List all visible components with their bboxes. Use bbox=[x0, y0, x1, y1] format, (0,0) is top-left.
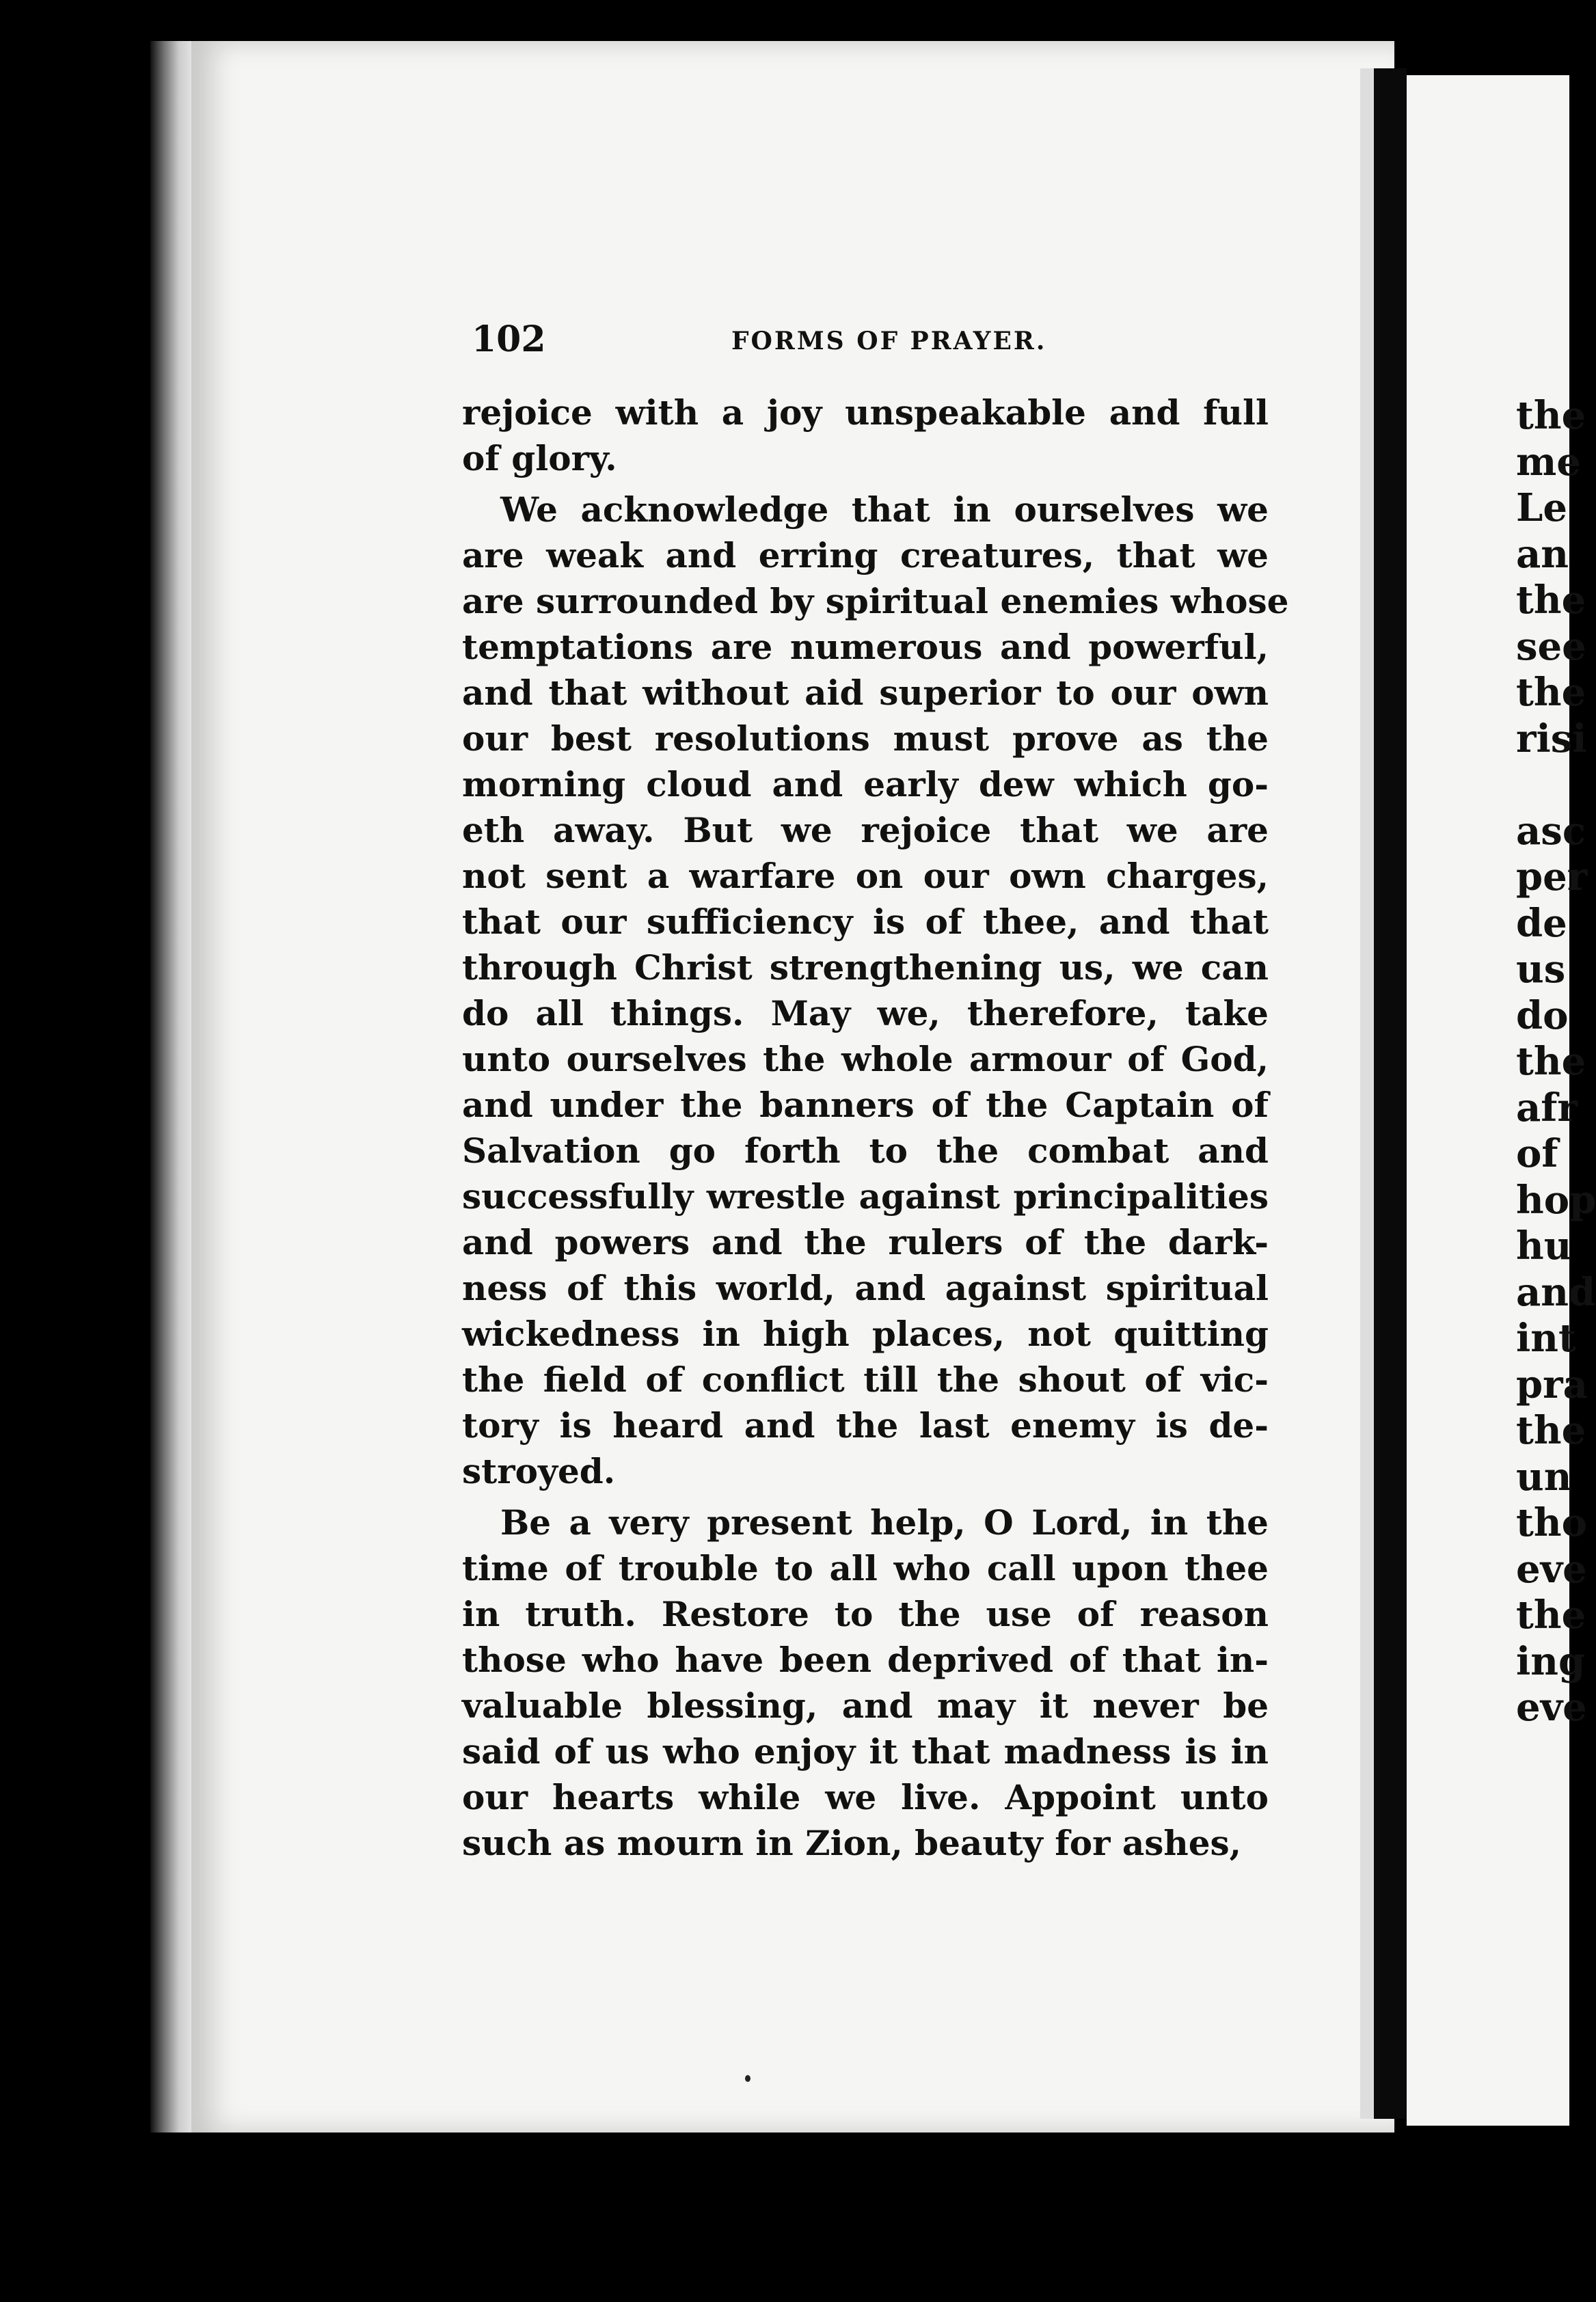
facing-page-fragment: un bbox=[1516, 1454, 1572, 1500]
paragraph bbox=[462, 1500, 1269, 1866]
text-line: ness of this world, and against spiritual bbox=[462, 1268, 1269, 1308]
facing-page-fragment: Le bbox=[1516, 485, 1568, 530]
text-line: and that without aid superior to our own bbox=[462, 673, 1269, 713]
text-line: successfully wrestle against principalities bbox=[462, 1176, 1269, 1217]
facing-page-fragment: the bbox=[1516, 1593, 1586, 1638]
paragraph bbox=[462, 487, 1289, 1494]
facing-page-fragment: pra bbox=[1516, 1362, 1588, 1407]
facing-page-fragment: de bbox=[1516, 900, 1567, 946]
text-line: wickedness in high places, not quitting bbox=[462, 1314, 1269, 1354]
text-line: We acknowledge that in ourselves we bbox=[500, 489, 1269, 530]
text-line: rejoice with a joy unspeakable and full bbox=[462, 392, 1269, 433]
facing-page-fragment: the bbox=[1516, 578, 1586, 623]
running-title: FORMS OF PRAYER. bbox=[731, 327, 1047, 355]
text-line: temptations are numerous and powerful, bbox=[462, 627, 1269, 667]
text-line: are weak and erring creatures, that we bbox=[462, 535, 1269, 576]
text-line: Be a very present help, O Lord, in the bbox=[500, 1502, 1269, 1543]
text-line: the field of conflict till the shout of vic- bbox=[462, 1359, 1269, 1400]
text-line: and under the banners of the Captain of bbox=[462, 1085, 1269, 1125]
text-line: stroyed. bbox=[462, 1451, 616, 1491]
facing-page-fragment: ing bbox=[1516, 1638, 1586, 1684]
facing-page-fragment: us bbox=[1516, 947, 1566, 992]
text-line: Salvation go forth to the combat and bbox=[462, 1130, 1269, 1171]
facing-page-fragment: the bbox=[1516, 393, 1586, 438]
facing-page-fragment: risi bbox=[1516, 716, 1587, 761]
facing-page-fragment: int bbox=[1516, 1316, 1576, 1361]
text-line: unto ourselves the whole armour of God, bbox=[462, 1039, 1269, 1079]
paragraph bbox=[462, 390, 1269, 481]
page-number: 102 bbox=[472, 319, 546, 360]
facing-page-fragment: per bbox=[1516, 854, 1588, 899]
text-line: morning cloud and early dew which go- bbox=[462, 764, 1269, 804]
facing-page-fragment: the bbox=[1516, 1039, 1586, 1084]
facing-page-fragment: tho bbox=[1516, 1500, 1587, 1545]
running-head bbox=[472, 319, 1278, 360]
facing-page-fragment: do bbox=[1516, 992, 1569, 1038]
facing-page-fragment: the bbox=[1516, 1408, 1586, 1453]
text-line: said of us who enjoy it that madness is in bbox=[462, 1731, 1269, 1772]
facing-page-fragment: afr bbox=[1516, 1085, 1578, 1130]
facing-page-fragment: hu bbox=[1516, 1223, 1572, 1269]
facing-page bbox=[1407, 75, 1596, 2126]
text-line: our hearts while we live. Appoint unto bbox=[462, 1777, 1269, 1817]
text-line: those who have been deprived of that in- bbox=[462, 1640, 1269, 1680]
text-line: through Christ strengthening us, we can bbox=[462, 947, 1269, 988]
facing-page-fragment: hop bbox=[1516, 1177, 1596, 1223]
text-line: our best resolutions must prove as the bbox=[462, 718, 1269, 759]
text-line: eth away. But we rejoice that we are bbox=[462, 810, 1269, 850]
text-line: such as mourn in Zion, beauty for ashes, bbox=[462, 1823, 1242, 1863]
facing-page-fragment: of bbox=[1516, 1131, 1558, 1176]
facing-page-fragment: eve bbox=[1516, 1685, 1587, 1730]
text-line: are surrounded by spiritual enemies whose bbox=[462, 581, 1289, 621]
ink-speck bbox=[745, 2075, 750, 2082]
text-line: and powers and the rulers of the dark- bbox=[462, 1222, 1269, 1262]
facing-page-fragment: see bbox=[1516, 623, 1586, 669]
gutter bbox=[1374, 68, 1407, 2119]
facing-page-fragment: eve bbox=[1516, 1546, 1587, 1592]
text-line: do all things. May we, therefore, take bbox=[462, 993, 1269, 1033]
body-text bbox=[462, 390, 1289, 1866]
facing-page-fragment: and bbox=[1516, 1269, 1596, 1315]
gutter-shadow bbox=[1360, 68, 1374, 2119]
text-line: in truth. Restore to the use of reason bbox=[462, 1594, 1269, 1634]
facing-page-fragment: asc bbox=[1516, 808, 1586, 854]
facing-page-fragment: me bbox=[1516, 439, 1581, 485]
text-line: that our sufficiency is of thee, and that bbox=[462, 902, 1269, 942]
text-line: not sent a warfare on our own charges, bbox=[462, 856, 1269, 896]
text-line: of glory. bbox=[462, 438, 617, 478]
text-line: tory is heard and the last enemy is de- bbox=[462, 1405, 1269, 1446]
text-line: time of trouble to all who call upon thee bbox=[462, 1548, 1269, 1588]
facing-page-fragment: the bbox=[1516, 670, 1586, 715]
facing-page-fragment: an bbox=[1516, 531, 1569, 577]
text-line: valuable blessing, and may it never be bbox=[462, 1685, 1269, 1726]
